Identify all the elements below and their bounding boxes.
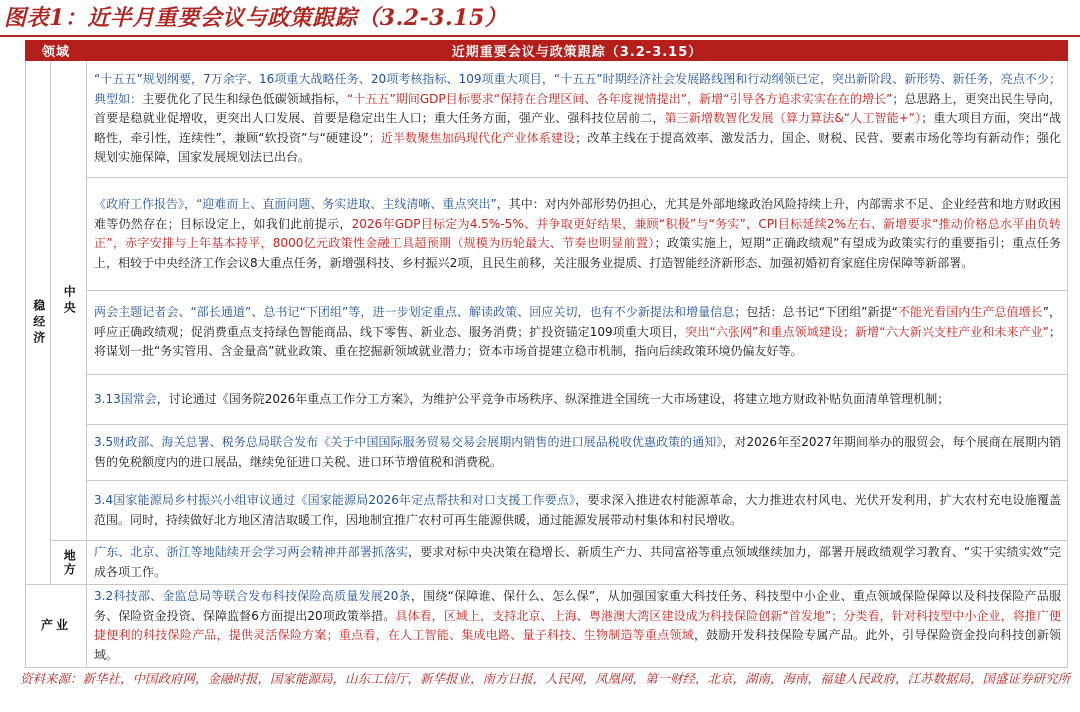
category-industry: 产业 [26,585,87,668]
policy-table [25,40,1068,668]
table-row [26,585,1068,668]
header-domain: 领域 [26,41,87,61]
text-segment: ，其中：对内外部形势仍担心，尤其是外部地缘政治风险持续上升，内部需求不足、企业经营和地方财政困难等仍然存在；目标设定上，如我们此前提示， [94,197,1062,231]
table-row [26,61,1068,178]
row-gov-work-report [87,178,1068,291]
text-segment: ；重大任务方面，强产业、强科技位居前二， [421,111,665,126]
text-segment: 不能光看国内生产总值增长 [897,305,1043,320]
text-segment: ，要求对标中央决策在稳增长、新质生产力、共同富裕等重点领域继续加力，部署开展政绩观学习教育、“实干实绩实效”完成各项工作。 [94,545,1061,579]
row-state-council [87,375,1068,425]
row-fifteenth-plan [87,61,1068,178]
row-local-meetings [87,541,1068,585]
text-segment: ，围绕“保障谁、保什么、怎么保”，从加强国家重大科技任务、科技型中小企业、重点领域保险保障以及科技保险产品服务、保险资金投资、保障监督6方面提出20项政策举措。 [94,589,1061,623]
text-segment: 主要优化了民生和绿色低碳领域指标， [142,91,348,106]
text-segment: ；改革主线在于提高效率、激发活力，国企、财税、民营、要素市场化等均有新动作；强化规划实施保障，国家发展规划法已出台。 [94,130,1061,165]
table-row [26,291,1068,375]
table-row [26,481,1068,541]
row-tech-insurance [87,585,1068,668]
text-segment: ，讨论通过《国务院2026年重点工作分工方案》，为维护公平竞争市场秩序、纵深推进全国统一大市场建设，将建立地方财政补贴负面清单管理机制； [156,391,950,406]
table-header-row [26,41,1068,61]
text-segment: ，要求深入推进农村能源革命，大力推进农村风电、光伏开发利用，扩大农村充电设施覆盖范围。同时，持续做好北方地区清洁取暖工作，因地制宜推广农村可再生能源供暖，通过能源发展带动村集体和村民增收。 [94,493,1061,527]
text-segment: ，对2026年至2027年期间举办的服贸会，每个展商在展期内销售的免税额度内的进口展品，继续免征进口关税、进口环节增值税和消费税。 [94,435,1062,469]
text-segment: ；包括：总书记“下团组”新提“ [734,305,898,320]
text-segment: “十五五”期间GDP目标要求“保持在合理区间、各年度视情提出”，新增“引导各方追求实实在在的增长” [347,91,893,106]
text-segment: 3.5财政部、海关总署、税务总局联合发布《关于中国国际服务贸易交易会展期内销售的进口展品税收优惠政策的通知》 [94,435,723,449]
figure-title: 图表1：近半月重要会议与政策跟踪（3.2-3.15） [4,5,508,31]
text-segment: 突出“六张网”和重点领域建设；新增“六大新兴支柱产业和未来产业” [685,324,1049,339]
row-service-trade-tax [87,425,1068,481]
text-segment: 3.4国家能源局乡村振兴小组审议通过《国家能源局2026年定点帮扶和对口支援工作要点》 [94,493,576,507]
text-segment: ；总思路上，更突出民生导向，首要是稳就业促增收，更突出人口发展、首要是稳定出生人口 [94,91,1061,126]
category-stable-economy: 稳经济 [26,61,51,585]
source-note: 资料来源：新华社，中国政府网，金融时报，国家能源局，山东工信厅，新华报业，南方日报，人民网，凤凰网，第一财经，北京，湖南，海南，福建人民政府，江苏数据局，国盛证券研究所 [20,671,1071,686]
text-segment: 2026年GDP目标定为4.5%-5%、并争取更好结果，兼顾“积极”与“务实”，CPI目标延续2%左右、新增要求“推动价格总水平由负转正”，赤字安排与上年基本持平，8000亿元政策性金融工具超预期（规模为历轮最大、节奏也明显前置） [94,216,1062,250]
text-segment: ；政策实施上，短期“正确政绩观”有望成为政策实行的重要指引；重点任务上，相较于中央经济工作会议8大重点任务，新增强科技、乡村振兴2项，且民生前移，关注服务业提质、打造智能经济新形态、加强初婚初育家庭住房保障等新部署。 [94,236,1062,270]
category-central: 中央 [51,61,87,541]
text-segment: 广东、北京、浙江等地陆续开会学习两会精神并部署抓落实 [94,545,409,559]
title-divider [0,35,1080,37]
row-press-conferences [87,291,1068,375]
text-segment: ”，呼应正确政绩观；促消费重点支持绿色智能商品、线下零售、新业态、服务消费；扩投资锚定109项重大项目， [94,305,1062,339]
text-segment: ，鼓励开发科技保险专属产品。此外，引导保险资金投向科技创新领域。 [94,628,1061,662]
text-segment: 第三新增数智化发展（算力算法&“人工智能+”） [664,111,922,126]
category-local: 地方 [51,541,87,585]
table-row [26,178,1068,291]
text-segment: 具体看，区域上，支持北京、上海、粤港澳大湾区建设成为科技保险创新“首发地”；分类看，针对科技型中小企业，将推广便捷便利的科技保险产品，提供灵活保险方案；重点看，在人工智能、集成电路、量子科技、生物制造等重点领域 [94,608,1061,642]
table-row [26,425,1068,481]
text-segment: ；将谋划一批“务实管用、含金量高”就业政策、重在挖掘新领域就业潜力；资本市场首提建立稳市机制，指向后续政策环境仍偏友好等。 [94,324,1062,359]
text-segment: ；重大项目方面，突出“战略性，牵引性，连续性”，兼顾“软投资”与“硬建设” [94,111,1062,145]
text-segment: 两会主题记者会、“部长通道”、总书记“下团组”等，进一步划定重点、解读政策、回应关切，也有不少新提法和增量信息 [94,305,735,320]
text-segment: 3.2科技部、金监总局等联合发布科技保险高质量发展20条 [94,589,411,603]
text-segment: ；近半数聚焦加码现代化产业体系建设 [368,130,576,145]
table-row [26,375,1068,425]
text-segment: “十五五”规划纲要，7万余字、16项重大战略任务、20项考核指标、109项重大项目，“十五五”时期经济社会发展路线图和行动纲领已定，突出新阶段、新形势、新任务，亮点不少；典型如： [94,72,1062,106]
text-segment: 3.13国常会 [94,391,157,406]
table-row [26,541,1068,585]
text-segment: 《政府工作报告》，“迎难而上、直面问题、务实进取、主线清晰、重点突出” [94,197,497,211]
header-tracking: 近期重要会议与政策跟踪（3.2-3.15） [87,41,1068,61]
row-energy-rural [87,481,1068,541]
